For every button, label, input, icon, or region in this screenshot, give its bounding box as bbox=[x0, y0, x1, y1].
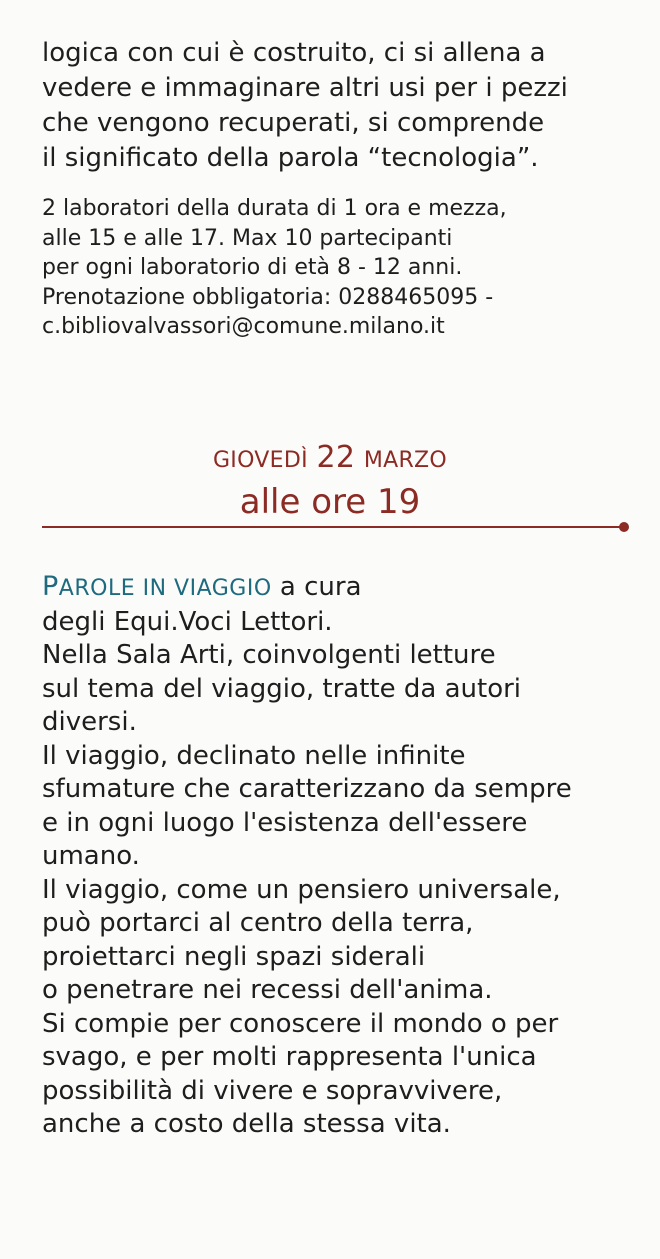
event-line: può portarci al centro della terra, bbox=[42, 908, 474, 938]
event-line: sfumature che caratterizzano da sempre bbox=[42, 774, 572, 804]
event-line: degli Equi.Voci Lettori. bbox=[42, 606, 333, 637]
event-title-initial: P bbox=[42, 571, 59, 602]
details-line: 2 laboratori della durata di 1 ora e mezza, bbox=[42, 196, 507, 221]
event-line: diversi. bbox=[42, 707, 137, 737]
event-line: Il viaggio, come un pensiero universale, bbox=[42, 874, 561, 905]
event-date bbox=[0, 440, 660, 479]
lab-details-paragraph bbox=[42, 194, 640, 342]
event-line: o penetrare nei recessi dell'anima. bbox=[42, 975, 493, 1005]
intro-line: vedere e immaginare altri usi per i pezzi bbox=[42, 73, 568, 103]
event-line: Nella Sala Arti, coinvolgenti letture bbox=[42, 640, 496, 670]
event-line: Il viaggio, declinato nelle infinite bbox=[42, 740, 466, 771]
event-title-suffix: a cura bbox=[271, 572, 362, 602]
event-line: anche a costo della stessa vita. bbox=[42, 1109, 451, 1139]
event-title-line bbox=[42, 570, 640, 606]
intro-line: che vengono recuperati, si comprende bbox=[42, 108, 545, 138]
event-day: 22 bbox=[316, 440, 356, 475]
event-description bbox=[42, 570, 640, 1142]
intro-line: logica con cui è costruito, ci si allena a bbox=[42, 38, 546, 68]
event-line: umano. bbox=[42, 841, 140, 871]
event-month: MARZO bbox=[363, 448, 448, 473]
intro-paragraph bbox=[42, 36, 640, 176]
event-line: possibilità di vivere e sopravvivere, bbox=[42, 1075, 503, 1106]
event-header bbox=[0, 440, 660, 523]
booking-email-line: c.bibliovalvassori@comune.milano.it bbox=[42, 314, 445, 339]
event-weekday: GIOVEDÌ bbox=[212, 448, 308, 473]
event-title bbox=[42, 571, 272, 602]
details-line: alle 15 e alle 17. Max 10 partecipanti bbox=[42, 225, 453, 251]
event-line: e in ogni luogo l'esistenza dell'essere bbox=[42, 807, 528, 838]
event-line: svago, e per molti rappresenta l'unica bbox=[42, 1042, 537, 1072]
event-line: sul tema del viaggio, tratte da autori bbox=[42, 673, 522, 704]
section-divider bbox=[42, 526, 622, 528]
event-line: proiettarci negli spazi siderali bbox=[42, 941, 426, 972]
event-line: Si compie per conoscere il mondo o per bbox=[42, 1008, 559, 1039]
divider-dot-ornament bbox=[619, 522, 629, 532]
details-line: per ogni laboratorio di età 8 - 12 anni. bbox=[42, 255, 463, 280]
event-time: alle ore 19 bbox=[239, 482, 421, 522]
event-title-rest: AROLE IN VIAGGIO bbox=[58, 576, 272, 601]
booking-phone-line: Prenotazione obbligatoria: 0288465095 - bbox=[42, 284, 494, 310]
intro-line: il significato della parola “tecnologia”. bbox=[42, 143, 539, 173]
